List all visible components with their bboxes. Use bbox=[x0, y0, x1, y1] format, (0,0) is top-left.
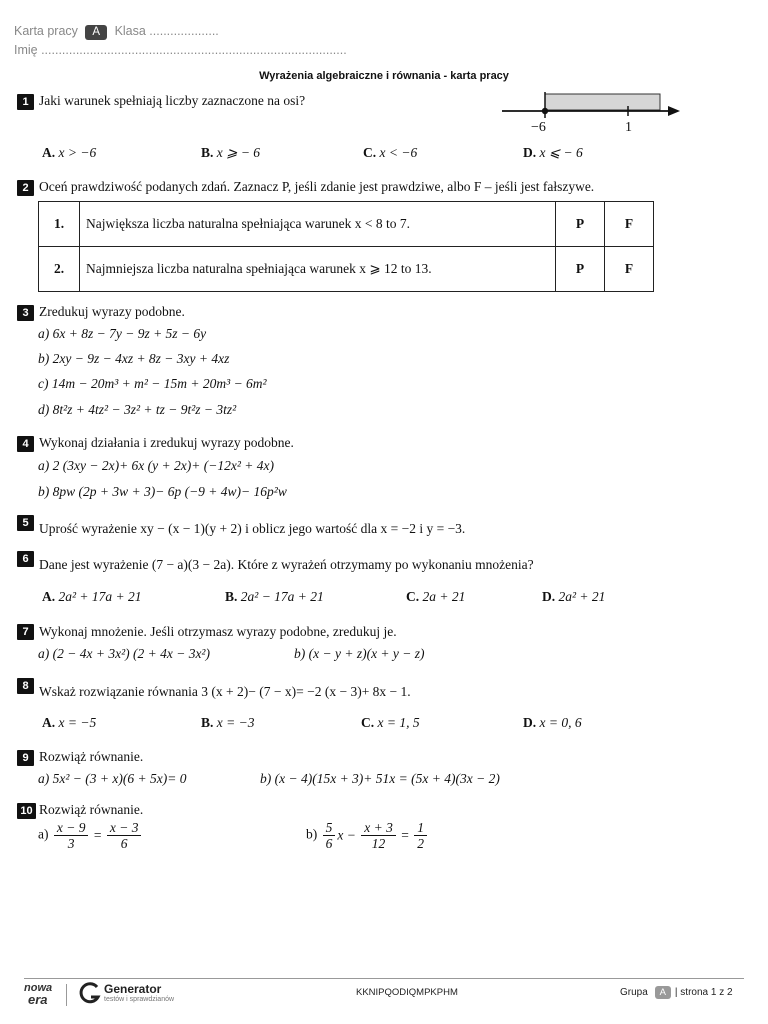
axis-label-left: −6 bbox=[531, 120, 546, 135]
answer-option[interactable]: A. x = −5 bbox=[42, 715, 97, 730]
klasa-label: Klasa .................... bbox=[114, 24, 219, 38]
statement-cell: Największa liczba naturalna spełniająca warunek x < 8 to 7. bbox=[80, 202, 556, 247]
equation-b: b) $\frac{5}{6}$ x − $\frac{x + 3}{12}$ = $\frac{1}{2}$ bbox=[306, 820, 429, 851]
question-number: 3 bbox=[17, 305, 34, 321]
worksheet-header bbox=[14, 24, 219, 40]
page-title: Wyrażenia algebraiczne i równania - karta pracy bbox=[259, 70, 509, 82]
question-text: Wykonaj działania i zredukuj wyrazy podobne. bbox=[39, 435, 294, 450]
exercise-item: a) (2 − 4x + 3x²) (2 + 4x − 3x²) bbox=[38, 646, 210, 661]
exercise-item: a) 2 (3xy − 2x)+ 6x (y + 2x)+ (−12x² + 4x) bbox=[38, 458, 274, 473]
answer-option[interactable]: B. x ⩾ − 6 bbox=[201, 145, 261, 160]
exercise-item: b) (x − y + z)(x + y − z) bbox=[294, 646, 425, 661]
answer-option[interactable]: B. x = −3 bbox=[201, 715, 255, 730]
question-number: 5 bbox=[17, 515, 34, 531]
fraction: $\frac{x + 3}{12}$ bbox=[361, 820, 396, 851]
shaded-region bbox=[545, 94, 660, 110]
fraction: $\frac{x - 3}{6}$ bbox=[107, 820, 142, 851]
axis-label-right: 1 bbox=[625, 120, 632, 135]
table-row bbox=[39, 247, 654, 292]
true-option[interactable]: P bbox=[556, 247, 605, 292]
generator-g-icon bbox=[78, 982, 102, 1006]
exercise-item: b) 2xy − 9z − 4xz + 8z − 3xy + 4xz bbox=[38, 351, 230, 366]
question-text: Oceń prawdziwość podanych zdań. Zaznacz P, jeśli zdanie jest prawdziwe, albo F – jeśli jest fałszywe. bbox=[39, 179, 595, 194]
answer-option[interactable]: A. x > −6 bbox=[42, 145, 97, 160]
false-option[interactable]: F bbox=[605, 247, 654, 292]
question-text: Wykonaj mnożenie. Jeśli otrzymasz wyrazy podobne, zredukuj je. bbox=[39, 624, 397, 639]
answer-option[interactable]: A. 2a² + 17a + 21 bbox=[42, 589, 142, 604]
question-number: 7 bbox=[17, 624, 34, 640]
question-text: Rozwiąż równanie. bbox=[39, 802, 144, 817]
exercise-item: d) 8t²z + 4tz² − 3z² + tz − 9t²z − 3tz² bbox=[38, 402, 237, 417]
imie-label: Imię ........................................................................................ bbox=[14, 43, 347, 57]
question-number: 8 bbox=[17, 678, 34, 694]
question-text: Wskaż rozwiązanie równania 3 (x + 2)− (7 − x)= −2 (x − 3)+ 8x − 1. bbox=[39, 684, 411, 699]
answer-option[interactable]: B. 2a² − 17a + 21 bbox=[225, 589, 324, 604]
group-badge-footer: A bbox=[655, 986, 671, 999]
axis-arrow bbox=[668, 106, 680, 116]
question-text: Uprość wyrażenie xy − (x − 1)(y + 2) i oblicz jego wartość dla x = −2 i y = −3. bbox=[39, 521, 466, 536]
question-number: 2 bbox=[17, 180, 34, 196]
question-text: Zredukuj wyrazy podobne. bbox=[39, 304, 185, 319]
footer-divider bbox=[24, 978, 744, 979]
answer-option[interactable]: C. x < −6 bbox=[363, 145, 418, 160]
exercise-item: b) (x − 4)(15x + 3)+ 51x = (5x + 4)(3x − 2) bbox=[260, 771, 500, 786]
question-text: Dane jest wyrażenie (7 − a)(3 − 2a). Które z wyrażeń otrzymamy po wykonaniu mnożenia? bbox=[39, 557, 534, 572]
exercise-item: a) 6x + 8z − 7y − 9z + 5z − 6y bbox=[38, 326, 207, 341]
answer-option[interactable]: C. x = 1, 5 bbox=[361, 715, 420, 730]
karta-label: Karta pracy bbox=[14, 24, 78, 38]
generator-subtitle: testów i sprawdzianów bbox=[104, 996, 175, 1003]
table-row bbox=[39, 202, 654, 247]
closed-point bbox=[542, 108, 548, 114]
exercise-item: b) 8pw (2p + 3w + 3)− 6p (−9 + 4w)− 16p²w bbox=[38, 484, 287, 499]
answer-option[interactable]: D. 2a² + 21 bbox=[542, 589, 606, 604]
equation-a: a) $\frac{x - 9}{3}$ = $\frac{x - 3}{6}$ bbox=[38, 820, 143, 851]
group-badge: A bbox=[85, 25, 107, 40]
fraction: $\frac{1}{2}$ bbox=[414, 820, 427, 851]
statement-cell: Najmniejsza liczba naturalna spełniająca warunek x ⩾ 12 to 13. bbox=[80, 247, 556, 292]
question-number: 1 bbox=[17, 94, 34, 110]
true-option[interactable]: P bbox=[556, 202, 605, 247]
question-number: 10 bbox=[17, 803, 36, 819]
row-number: 2. bbox=[39, 247, 80, 292]
exercise-item: c) 14m − 20m³ + m² − 15m + 20m³ − 6m² bbox=[38, 376, 267, 391]
nowa-era-logo: nowa era bbox=[24, 982, 53, 1007]
worksheet-code: KKNIPQODIQMPKPHM bbox=[356, 987, 458, 998]
false-option[interactable]: F bbox=[605, 202, 654, 247]
question-number: 6 bbox=[17, 551, 34, 567]
generator-title: Generator bbox=[104, 982, 162, 996]
question-text: Rozwiąż równanie. bbox=[39, 749, 144, 764]
answer-option[interactable]: D. x ⩽ − 6 bbox=[523, 145, 583, 160]
question-number: 4 bbox=[17, 436, 34, 452]
row-number: 1. bbox=[39, 202, 80, 247]
logo-divider bbox=[66, 984, 67, 1006]
number-line bbox=[500, 88, 685, 140]
fraction: $\frac{5}{6}$ bbox=[323, 820, 336, 851]
answer-option[interactable]: D. x = 0, 6 bbox=[523, 715, 582, 730]
page-indicator: Grupa A | strona 1 z 2 bbox=[620, 987, 733, 998]
question-number: 9 bbox=[17, 750, 34, 766]
fraction: $\frac{x - 9}{3}$ bbox=[54, 820, 89, 851]
answer-option[interactable]: C. 2a + 21 bbox=[406, 589, 466, 604]
question-text: Jaki warunek spełniają liczby zaznaczone na osi? bbox=[39, 93, 306, 108]
exercise-item: a) 5x² − (3 + x)(6 + 5x)= 0 bbox=[38, 771, 187, 786]
true-false-table bbox=[38, 201, 654, 292]
